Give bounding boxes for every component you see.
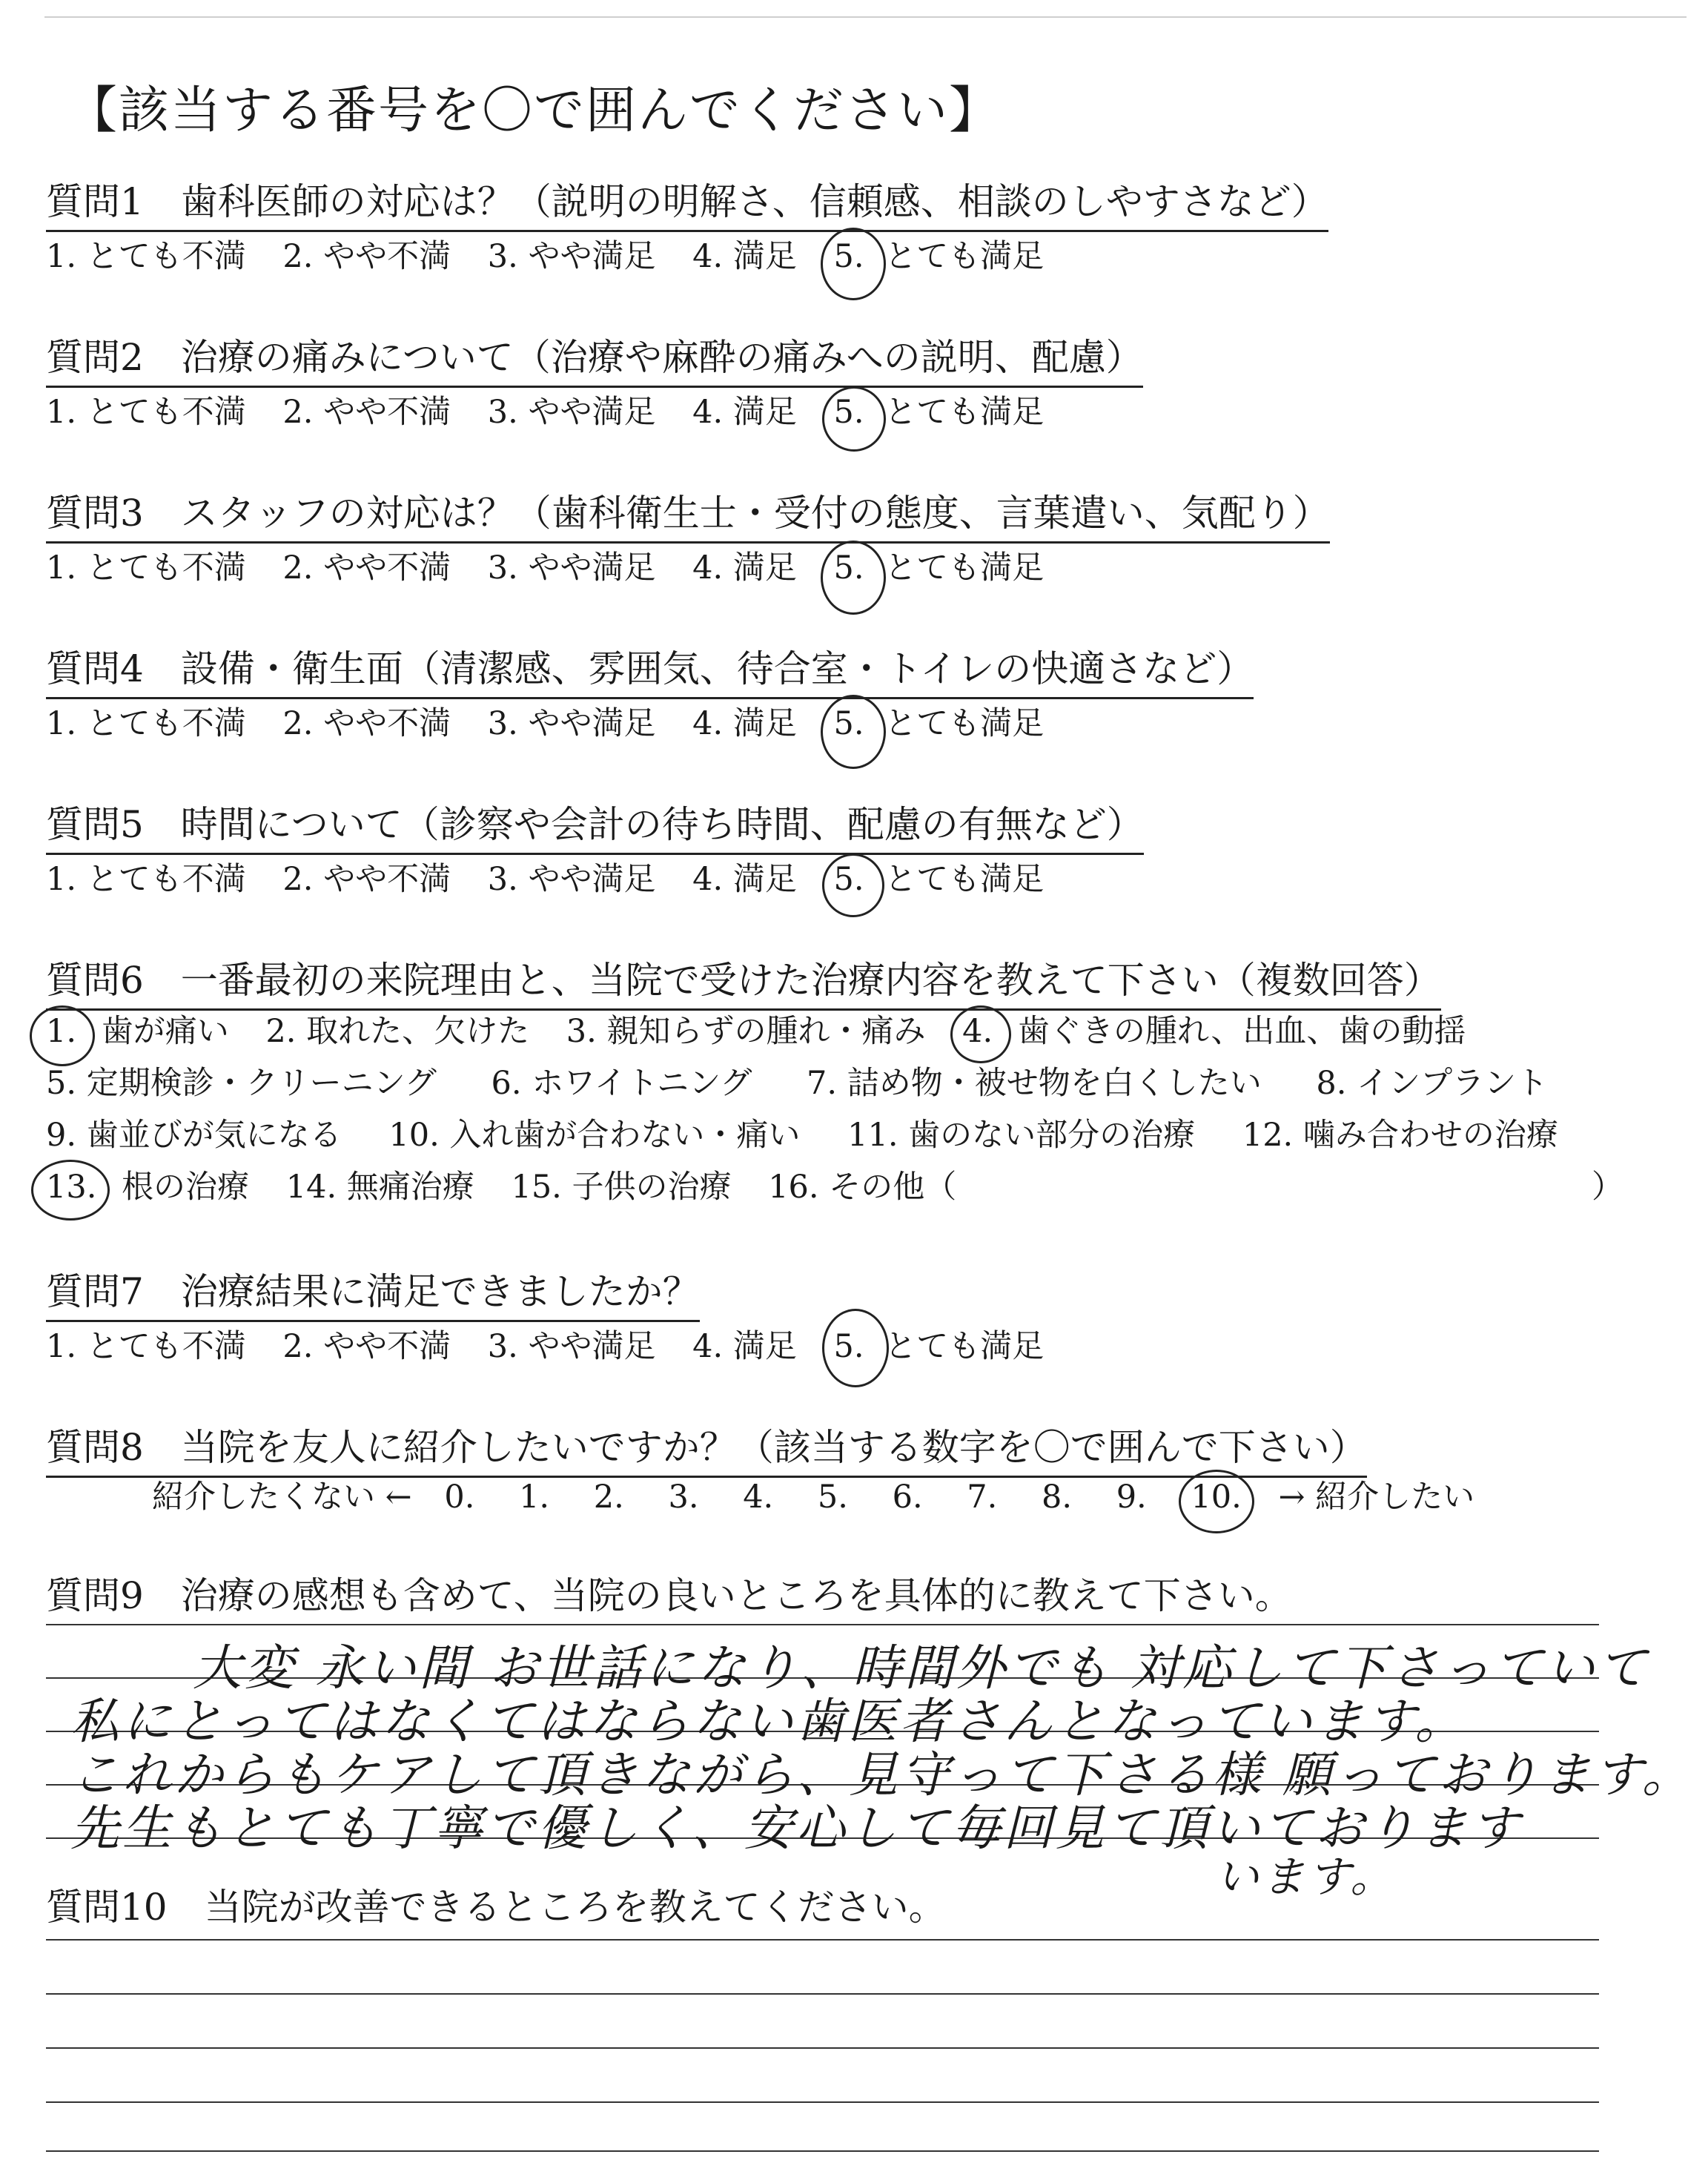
reason-1[interactable] [46,1013,76,1050]
question-6-row-2 [46,1058,1575,1103]
reason-12[interactable]: 12. 噛み合わせの治療 [1242,1117,1558,1154]
scale-right-label: → 紹介したい [1278,1479,1475,1516]
question-2-title: 質問2 治療の痛みについて（治療や麻酔の痛みへの説明、配慮） [46,328,1143,388]
reason-4[interactable] [962,1013,993,1050]
option-2[interactable]: 2. やや不満 [282,705,451,742]
answer-line [46,1939,1599,1941]
score-0[interactable]: 0. [444,1479,475,1516]
option-2[interactable]: 2. やや不満 [282,549,451,587]
question-8-title: 質問8 当院を友人に紹介したいですか？（該当する数字を〇で囲んで下さい） [46,1418,1367,1478]
option-5-number: 5. [833,861,864,898]
reason-9[interactable]: 9. 歯並びが気になる [46,1117,342,1154]
option-5-label: とても満足 [884,394,1045,431]
option-5-number: 5. [833,1328,864,1365]
score-6[interactable]: 6. [892,1479,923,1516]
handwritten-answer-line-5: います。 [1216,1852,1397,1902]
option-3[interactable]: 3. やや満足 [487,1328,656,1365]
option-1[interactable]: 1. とても不満 [46,861,246,898]
option-3[interactable]: 3. やや満足 [487,394,656,431]
reason-13[interactable] [46,1169,96,1206]
option-3[interactable]: 3. やや満足 [487,861,656,898]
reason-3[interactable]: 3. 親知らずの腫れ・痛み [566,1013,926,1050]
question-6-row-4 [46,1162,1623,1207]
reason-4-number: 4. [962,1013,993,1050]
question-6-row-1 [46,1006,1492,1051]
handwritten-answer-line-2: 私にとってはなくてはならない歯医者さんとなっています。 [70,1693,1467,1750]
question-5-title: 質問5 時間について（診察や会計の待ち時間、配慮の有無など） [46,795,1144,855]
option-4[interactable]: 4. 満足 [692,238,797,275]
question-7-options [46,1321,1070,1367]
option-1[interactable]: 1. とても不満 [46,1328,246,1365]
reason-7[interactable]: 7. 詰め物・被せ物を白くしたい [807,1065,1262,1102]
handwritten-answer-line-4: 先生もとても丁寧で優しく、安心して毎回見て頂いております [70,1800,1523,1857]
option-5-number: 5. [833,238,864,275]
reason-5[interactable]: 5. 定期検診・クリーニング [46,1065,437,1102]
question-9-title: 質問9 治療の感想も含めて、当院の良いところを具体的に教えて下さい。 [46,1574,1292,1617]
question-4-options [46,698,1070,744]
score-10[interactable] [1191,1479,1241,1516]
answer-line [46,1993,1599,1995]
form-heading: 【該当する番号を〇で囲んでください】 [67,82,1002,140]
option-5-label: とても満足 [884,238,1045,275]
reason-1-label: 歯が痛い [101,1013,229,1050]
reason-11[interactable]: 11. 歯のない部分の治療 [847,1117,1196,1154]
top-rule [44,16,1687,18]
option-5[interactable] [834,861,864,898]
question-6-title: 質問6 一番最初の来院理由と、当院で受けた治療内容を教えて下さい（複数回答） [46,951,1441,1011]
option-5-label: とても満足 [884,705,1045,742]
score-8[interactable]: 8. [1042,1479,1073,1516]
option-5[interactable] [834,1328,864,1365]
reason-2[interactable]: 2. 取れた、欠けた [265,1013,530,1050]
question-6-row-3 [46,1110,1585,1155]
reason-13-label: 根の治療 [122,1169,250,1206]
reason-16-close-paren: ） [1592,1169,1623,1206]
score-2[interactable]: 2. [593,1479,624,1516]
option-5-number: 5. [833,394,864,431]
question-1-title: 質問1 歯科医師の対応は？（説明の明解さ、信頼感、相談のしやすさなど） [46,172,1328,232]
reason-4-label: 歯ぐきの腫れ、出血、歯の動揺 [1017,1013,1466,1050]
option-2[interactable]: 2. やや不満 [282,861,451,898]
score-3[interactable]: 3. [668,1479,699,1516]
reason-6[interactable]: 6. ホワイトニング [491,1065,752,1102]
answer-line [46,2047,1599,2049]
question-4-title: 質問4 設備・衛生面（清潔感、雰囲気、待合室・トイレの快適さなど） [46,639,1254,699]
handwritten-answer-line-3: これからもケアして頂きながら、見守って下さる様 願っております。 [70,1746,1694,1803]
handwritten-answer-line-1: 大変 永い間 お世話になり、時間外でも 対応して下さっていて [193,1639,1649,1697]
reason-13-number: 13. [46,1169,97,1206]
question-7-title: 質問7 治療結果に満足できましたか？ [46,1262,700,1322]
answer-line [46,2101,1599,2103]
score-7[interactable]: 7. [967,1479,998,1516]
option-5[interactable] [834,394,864,431]
option-3[interactable]: 3. やや満足 [487,238,656,275]
answer-line [46,1624,1599,1625]
question-2-options [46,387,1070,432]
answer-line [46,2150,1599,2152]
option-5[interactable] [834,705,864,742]
option-2[interactable]: 2. やや不満 [282,238,451,275]
option-5-label: とても満足 [884,549,1045,587]
option-5-label: とても満足 [884,861,1045,898]
option-1[interactable]: 1. とても不満 [46,394,246,431]
option-4[interactable]: 4. 満足 [692,705,797,742]
question-8-scale [152,1472,1501,1517]
option-4[interactable]: 4. 満足 [692,1328,797,1365]
question-5-options [46,854,1070,899]
score-5[interactable]: 5. [817,1479,848,1516]
option-1[interactable]: 1. とても不満 [46,238,246,275]
question-3-options [46,543,1070,588]
reason-14[interactable]: 14. 無痛治療 [285,1169,474,1206]
option-5[interactable] [834,549,864,587]
option-3[interactable]: 3. やや満足 [487,705,656,742]
option-2[interactable]: 2. やや不満 [282,394,451,431]
score-4[interactable]: 4. [743,1479,774,1516]
option-3[interactable]: 3. やや満足 [487,549,656,587]
reason-1-number: 1. [46,1013,77,1050]
option-5[interactable] [834,238,864,275]
question-10-title: 質問10 当院が改善できるところを教えてください。 [46,1886,946,1929]
option-5-number: 5. [833,705,864,742]
question-3-title: 質問3 スタッフの対応は？（歯科衛生士・受付の態度、言葉遣い、気配り） [46,483,1330,544]
reason-8[interactable]: 8. インプラント [1316,1065,1549,1102]
option-2[interactable]: 2. やや不満 [282,1328,451,1365]
score-9[interactable]: 9. [1116,1479,1147,1516]
option-1[interactable]: 1. とても不満 [46,549,246,587]
option-5-number: 5. [833,549,864,587]
option-1[interactable]: 1. とても不満 [46,705,246,742]
scale-left-label: 紹介したくない ← [152,1479,412,1516]
reason-10[interactable]: 10. 入れ歯が合わない・痛い [388,1117,801,1154]
option-4[interactable]: 4. 満足 [692,861,797,898]
reason-15[interactable]: 15. 子供の治療 [511,1169,732,1206]
score-1[interactable]: 1. [519,1479,550,1516]
score-10-number: 10. [1191,1479,1242,1516]
reason-16[interactable]: 16. その他（ [768,1169,957,1206]
question-1-options [46,231,1070,277]
option-4[interactable]: 4. 満足 [692,394,797,431]
option-4[interactable]: 4. 満足 [692,549,797,587]
option-5-label: とても満足 [884,1328,1045,1365]
